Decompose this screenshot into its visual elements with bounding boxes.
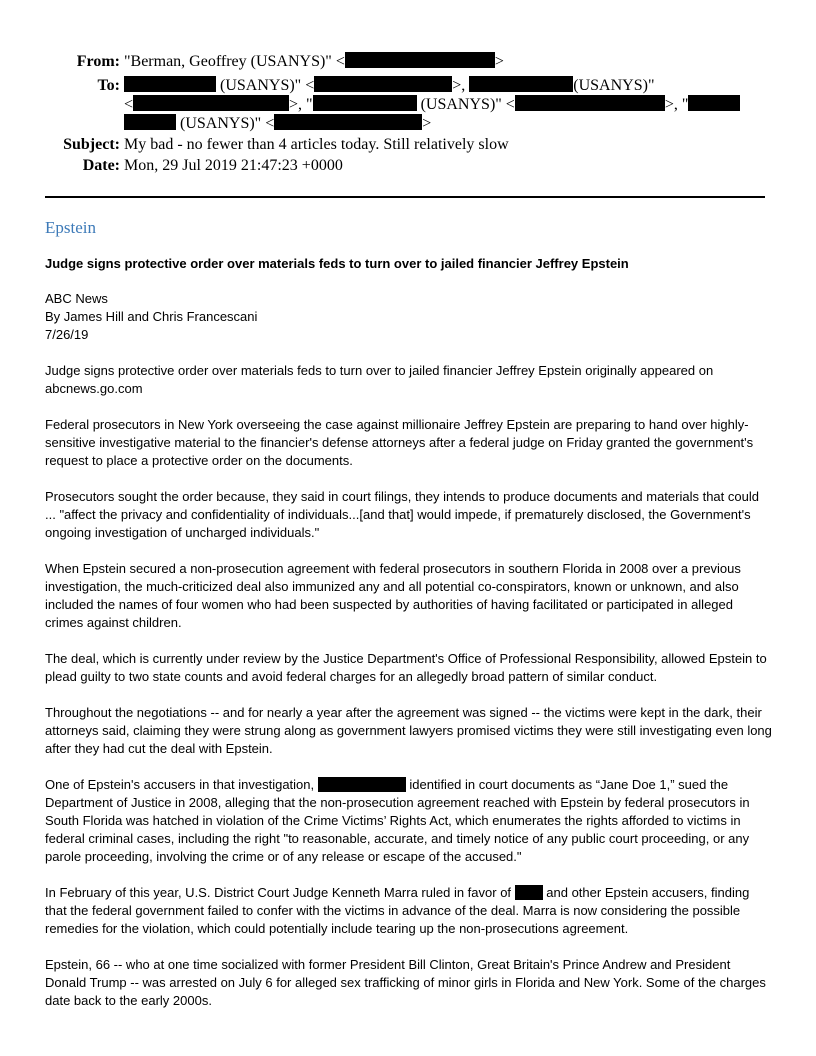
date-text: Mon, 29 Jul 2019 21:47:23 +0000 xyxy=(124,157,343,174)
paragraph: When Epstein secured a non-prosecution agreement with federal prosecutors in southern Florida in 2008 over a previous investigation, the much-criticized deal also immunized any and all potential co-conspirators, known or unknown, and also included the names of four women who had been suspected by authorities of having facilitated or participated in alleged crimes against children. xyxy=(45,561,741,630)
paragraph: Federal prosecutors in New York overseeing the case against millionaire Jeffrey Epstein are preparing to hand over highly-sensitive investigative material to the financier's defense attorneys after a federal judge on Friday granted the government's request to place a protective order on the documents. xyxy=(45,417,754,468)
from-label: From: xyxy=(76,53,120,70)
redaction-box xyxy=(345,52,495,68)
redaction-box xyxy=(274,114,422,130)
redaction-box xyxy=(515,885,543,900)
date-label: Date: xyxy=(82,157,120,174)
redaction-box xyxy=(124,114,176,130)
article-body xyxy=(45,217,773,1028)
paragraph: In February of this year, U.S. District Court Judge Kenneth Marra ruled in favor of and other Epstein accusers, finding that the federal government failed to confer with the victims in advance of the deal. Marra is now considering the possible remedies for the violation, which could potentially include tearing up the non-prosecutions agreement. xyxy=(45,885,750,936)
paragraph: One of Epstein's accusers in that investigation, identified in court documents as “Jane Doe 1,” sued the Department of Justice in 2008, alleging that the non-prosecution agreement reached with Epstein by federal prosecutors in South Florida was hatched in violation of the Crime Victims’ Rights Act, which enumerates the rights afforded to victims in federal criminal cases, including the right "to reasonable, accurate, and timely notice of any public court proceeding, or any parole proceeding, involving the crime or of any release or escape of the accused." xyxy=(45,777,750,864)
from-text: "Berman, Geoffrey (USANYS)" < xyxy=(124,53,345,70)
header-divider xyxy=(45,196,765,198)
redaction-box xyxy=(314,76,452,92)
article-byline: By James Hill and Chris Francescani xyxy=(45,309,258,324)
redaction-box xyxy=(313,95,417,111)
article-headline: Judge signs protective order over materials feds to turn over to jailed financier Jeffrey Epstein xyxy=(45,256,629,271)
redaction-box xyxy=(688,95,740,111)
redaction-box xyxy=(318,777,406,792)
article-source: ABC News xyxy=(45,291,108,306)
subject-label: Subject: xyxy=(63,136,120,153)
section-heading: Epstein xyxy=(45,218,96,237)
paragraph: The deal, which is currently under review by the Justice Department's Office of Professional Responsibility, allowed Epstein to plead guilty to two state counts and avoid federal charges for an allegedly broad pattern of similar conduct. xyxy=(45,651,767,684)
redaction-box xyxy=(469,76,573,92)
paragraph: Prosecutors sought the order because, they said in court filings, they intends to produce documents and materials that could ... "affect the privacy and confidentiality of individuals...[and that] would impede, if prematurely disclosed, the Government's ongoing investigation of uncharged individuals." xyxy=(45,489,759,540)
redaction-box xyxy=(515,95,665,111)
paragraph: Judge signs protective order over materials feds to turn over to jailed financier Jeffrey Epstein originally appeared on abcnews.go.com xyxy=(45,363,714,396)
paragraph: Epstein, 66 -- who at one time socialized with former President Bill Clinton, Great Britain's Prince Andrew and President Donald Trump -- was arrested on July 6 for alleged sex trafficking of minor girls in Florida and New York. Some of the charges date back to the early 2000s. xyxy=(45,957,766,1008)
article-date: 7/26/19 xyxy=(45,327,89,342)
redaction-box xyxy=(133,95,289,111)
paragraph: Throughout the negotiations -- and for nearly a year after the agreement was signed -- the victims were kept in the dark, their attorneys said, claiming they were strung along as government lawyers promised victims they were still investigating even long after they had cut the deal with Epstein. xyxy=(45,705,772,756)
article-meta xyxy=(45,290,773,344)
redaction-box xyxy=(124,76,216,92)
subject-text: My bad - no fewer than 4 articles today. Still relatively slow xyxy=(124,136,509,153)
to-label: To: xyxy=(97,77,120,94)
